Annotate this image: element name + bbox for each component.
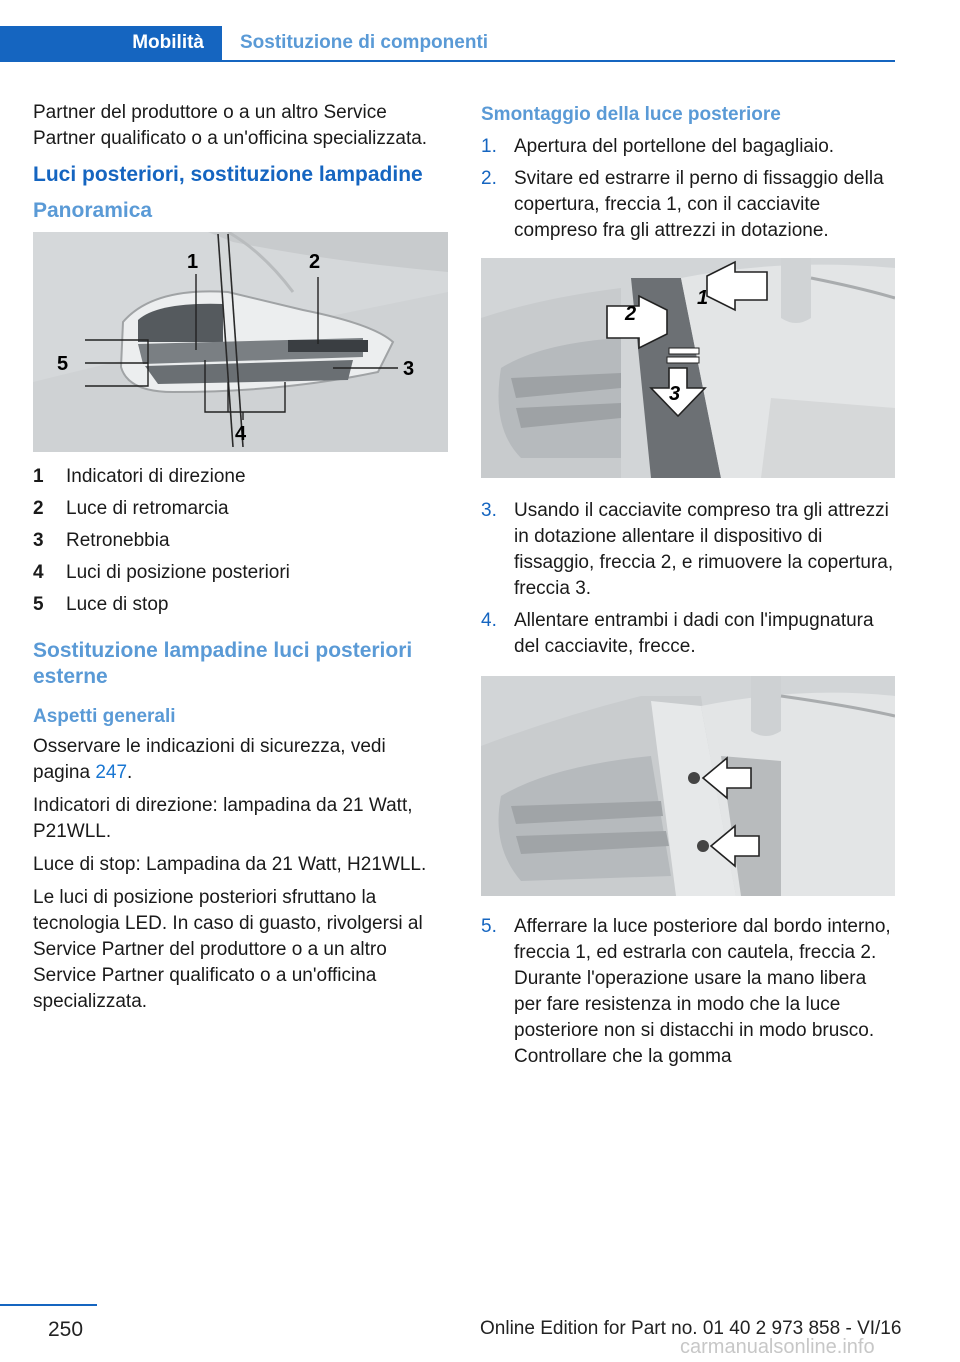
legend-number: 3 (33, 530, 44, 551)
legend-label: Luce di retromarcia (66, 498, 229, 519)
callout-1: 1 (187, 251, 199, 273)
legend-label: Luci di posizione posteriori (66, 562, 290, 583)
legend-item (33, 528, 448, 560)
step-number: 5. (481, 916, 497, 937)
tail-light-overview-figure (33, 232, 448, 452)
removal-heading: Smontaggio della luce posteriore (481, 104, 781, 125)
safety-paragraph (33, 734, 448, 786)
callout-1: 1 (697, 287, 709, 309)
callout-2: 2 (309, 251, 321, 273)
steps-list-c (481, 914, 895, 1070)
main-heading: Luci posteriori, sostituzione lampadine (33, 163, 423, 186)
step-item (481, 166, 895, 244)
step-number: 4. (481, 610, 497, 631)
legend-item (33, 496, 448, 528)
led-paragraph: Le luci di posizione posteriori sfruttano la tecnologia LED. In caso di guasto, rivolgersi al Service Partner del produttore o a un altro Service Partner qualificato o a un'officina specializzata. (33, 887, 423, 1012)
legend-number: 5 (33, 594, 44, 615)
page-number: 250 (48, 1318, 84, 1341)
general-heading: Aspetti generali (33, 706, 176, 727)
overview-heading: Panoramica (33, 199, 153, 222)
figure-legend (33, 464, 448, 624)
step-text: Svitare ed estrarre il perno di fissaggio della copertura, freccia 1, con il cacciavite compreso fra gli attrezzi in dotazione. (514, 168, 884, 241)
step-text: Usando il cacciavite compreso tra gli attrezzi in dotazione allentare il dispositivo di fissaggio, freccia 2, e rimuovere la copertura, freccia 3. (514, 500, 894, 599)
step-number: 2. (481, 168, 497, 189)
legend-label: Indicatori di direzione (66, 466, 246, 487)
legend-item (33, 464, 448, 496)
cover-removal-figure (481, 258, 895, 478)
callout-4: 4 (235, 423, 247, 445)
safety-text-end: . (127, 762, 133, 783)
step-item (481, 914, 895, 1070)
stop-paragraph: Luce di stop: Lampadina da 21 Watt, H21WLL. (33, 854, 427, 875)
footer-rule (0, 1304, 97, 1306)
step-item (481, 134, 895, 160)
legend-item (33, 592, 448, 624)
legend-label: Retronebbia (66, 530, 170, 551)
page-header (0, 26, 895, 62)
edition-text: Online Edition for Part no. 01 40 2 973 858 - VI/16 (480, 1318, 902, 1339)
legend-item (33, 560, 448, 592)
legend-number: 2 (33, 498, 44, 519)
callout-3: 3 (403, 358, 415, 380)
safety-text: Osservare le indicazioni di sicurezza, vedi pagina (33, 736, 386, 783)
step-item (481, 498, 895, 602)
intro-paragraph: Partner del produttore o a un altro Service Partner qualificato o a un'officina specializzata. (33, 102, 428, 149)
step-text: Allentare entrambi i dadi con l'impugnatura del cacciavite, frecce. (514, 610, 874, 657)
indicators-paragraph: Indicatori di direzione: lampadina da 21 Watt, P21WLL. (33, 795, 413, 842)
header-rule (222, 60, 895, 62)
left-column (33, 100, 448, 1022)
steps-list-b (481, 498, 895, 660)
step-number: 3. (481, 500, 497, 521)
steps-list-a (481, 134, 895, 244)
chapter-title: Mobilità (132, 32, 204, 53)
legend-number: 4 (33, 562, 44, 583)
section-title: Sostituzione di componenti (240, 32, 489, 53)
step-text: Apertura del portellone del bagagliaio. (514, 136, 835, 157)
page-reference-link[interactable]: 247 (95, 762, 128, 783)
chapter-tab (0, 26, 222, 62)
right-column (481, 100, 895, 1076)
step-number: 1. (481, 136, 497, 157)
callout-5: 5 (57, 353, 69, 375)
legend-number: 1 (33, 466, 44, 487)
callout-2: 2 (625, 303, 637, 325)
nut-loosening-figure (481, 676, 895, 896)
external-lamps-heading: Sostituzione lampadine luci posteriori esterne (33, 639, 413, 688)
step-item (481, 608, 895, 660)
callout-3: 3 (669, 383, 681, 405)
step-text: Afferrare la luce posteriore dal bordo interno, freccia 1, ed estrarla con cautela, freccia 2. Durante l'operazione usare la mano libera per fare resistenza in modo che la luce posteriore non si distacchi in modo brusco. Controllare che la gomma (514, 916, 891, 1067)
legend-label: Luce di stop (66, 594, 169, 615)
watermark: carmanualsonline.info (680, 1336, 875, 1358)
